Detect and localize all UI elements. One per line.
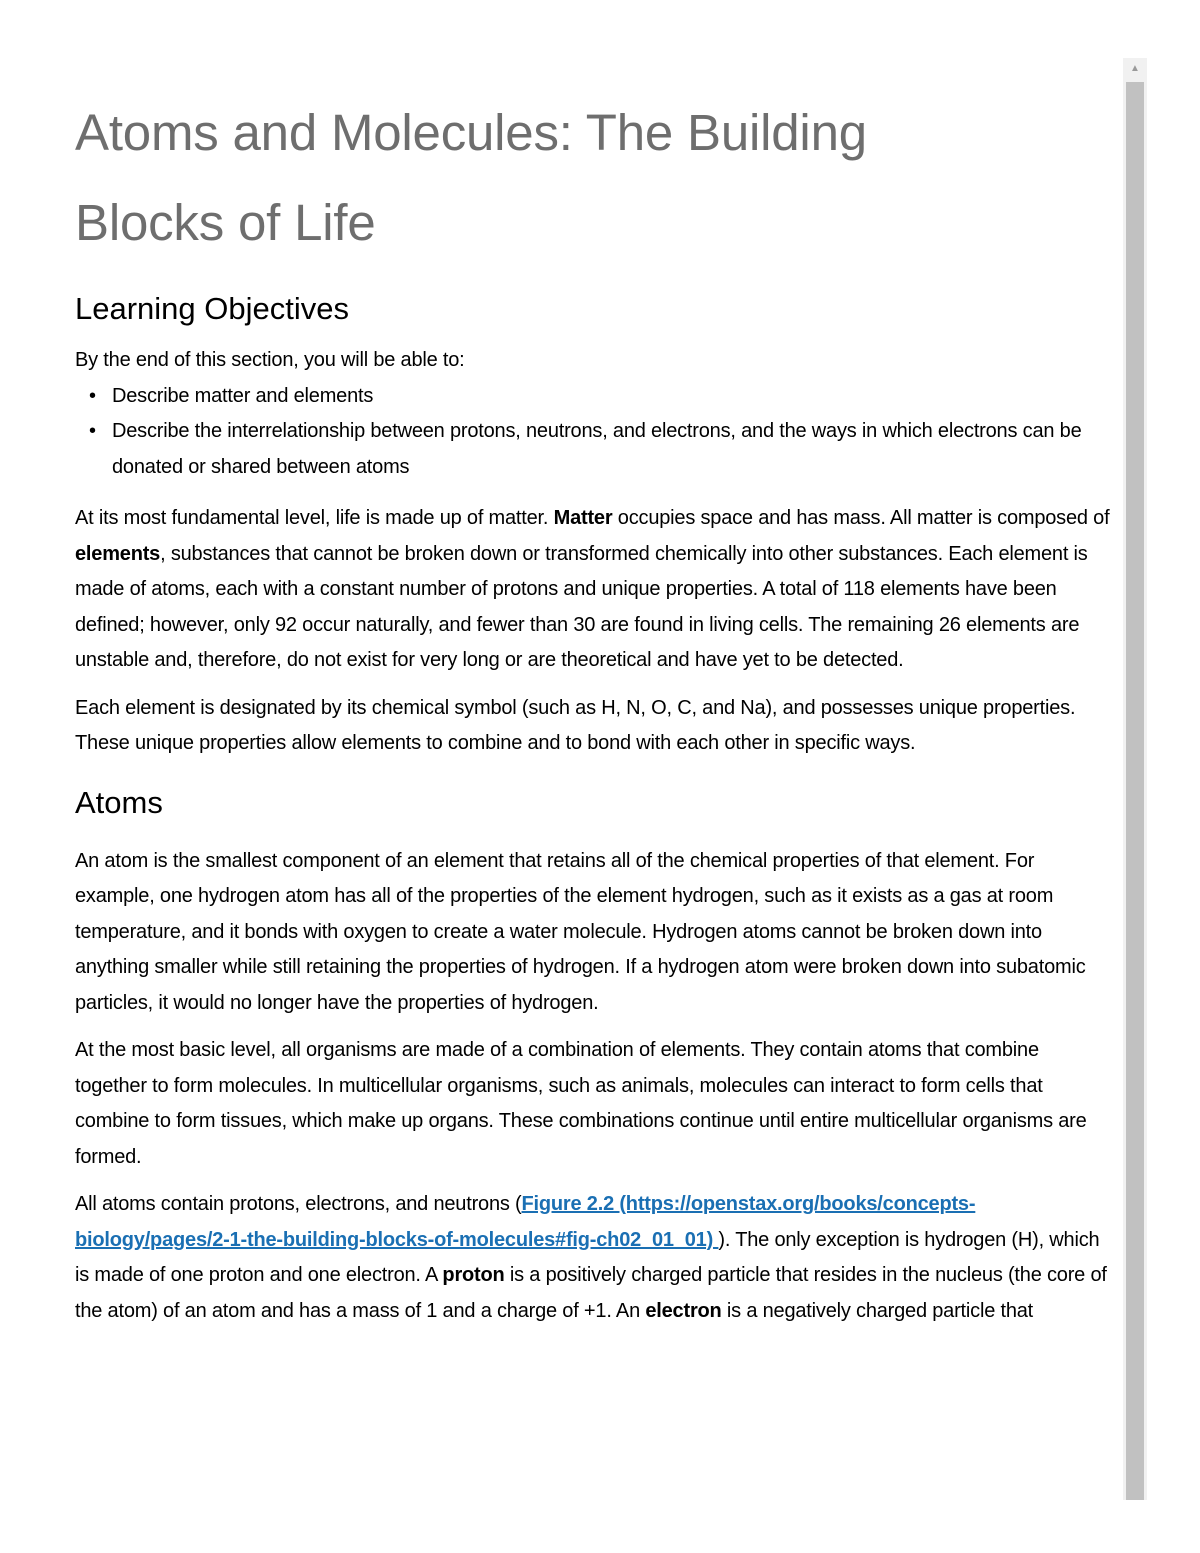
objective-item: • Describe matter and elements bbox=[112, 379, 1110, 415]
atoms-heading: Atoms bbox=[75, 784, 163, 820]
objectives-list bbox=[75, 379, 1110, 486]
objective-item: • Describe the interrelationship between protons, neutrons, and electrons, and the ways in which electrons can be donated or shared between atoms bbox=[112, 414, 1110, 485]
term-electron: electron bbox=[645, 1299, 722, 1322]
scrollbar-thumb[interactable] bbox=[1126, 82, 1144, 1500]
page-title bbox=[75, 88, 1110, 268]
term-matter: Matter bbox=[553, 507, 613, 529]
bullet-icon: • bbox=[89, 420, 96, 442]
scroll-up-arrow-icon[interactable]: ▲ bbox=[1130, 63, 1140, 74]
paragraph-organisms: At the most basic level, all organisms are made of a combination of elements. They contain atoms that combine together to form molecules. In multicellular organisms, such as animals, molecules can interact to form cells that combine to form tissues, which make up organs. These combinations continue until entire multicellular organisms are formed. bbox=[75, 1039, 1087, 1168]
vertical-scrollbar[interactable] bbox=[1123, 58, 1147, 1500]
title-line-1: Atoms and Molecules: The Building bbox=[75, 104, 867, 161]
term-elements: elements bbox=[75, 542, 161, 565]
paragraph-matter: At its most fundamental level, life is made up of matter. Matter occupies space and has mass. All matter is composed of elements, substances that cannot be broken down or transformed chemically into other substances. Each element is made of atoms, each with a constant number of protons and unique properties. A total of 118 elements have been defined; however, only 92 occur naturally, and fewer than 30 are found in living cells. The remaining 26 elements are unstable and, therefore, do not exist for very long or are theoretical and have yet to be detected. bbox=[75, 507, 1110, 671]
term-proton: proton bbox=[442, 1264, 505, 1286]
title-line-2: Blocks of Life bbox=[75, 194, 376, 251]
paragraph-symbols: Each element is designated by its chemical symbol (such as H, N, O, C, and Na), and possesses unique properties. These unique properties allow elements to combine and to bond with each other in specific ways. bbox=[75, 696, 1076, 754]
bullet-icon: • bbox=[89, 384, 96, 407]
paragraph-atom-definition: An atom is the smallest component of an element that retains all of the chemical properties of that element. For example, one hydrogen atom has all of the properties of the element hydrogen, such as it exists as a gas at room temperature, and it bonds with oxygen to create a water molecule. Hydrogen atoms cannot be broken down into anything smaller while still retaining the properties of hydrogen. If a hydrogen atom were broken down into subatomic particles, it would no longer have the properties of hydrogen. bbox=[75, 849, 1086, 1014]
learning-objectives-heading: Learning Objectives bbox=[75, 291, 349, 326]
objectives-intro: By the end of this section, you will be able to: bbox=[75, 349, 465, 371]
paragraph-subatomic: All atoms contain protons, electrons, and neutrons (Figure 2.2 (https://openstax.org/books/concepts-biology/pages/2-1-the-building-blocks-of-molecules#fig-ch02_01_01) ). The only exception is hydrogen (H), which is made of one proton and one electron. A proton is a positively charged particle that resides in the nucleus (the core of the atom) of an atom and has a mass of 1 and a charge of +1. An electron is a negatively charged particle that bbox=[75, 1193, 1107, 1322]
document-page bbox=[75, 88, 1110, 1329]
figure-link[interactable]: Figure 2.2 (https://openstax.org/books/concepts-biology/pages/2-1-the-building-blocks-of-molecules#fig-ch02_01_01) bbox=[75, 1193, 976, 1251]
